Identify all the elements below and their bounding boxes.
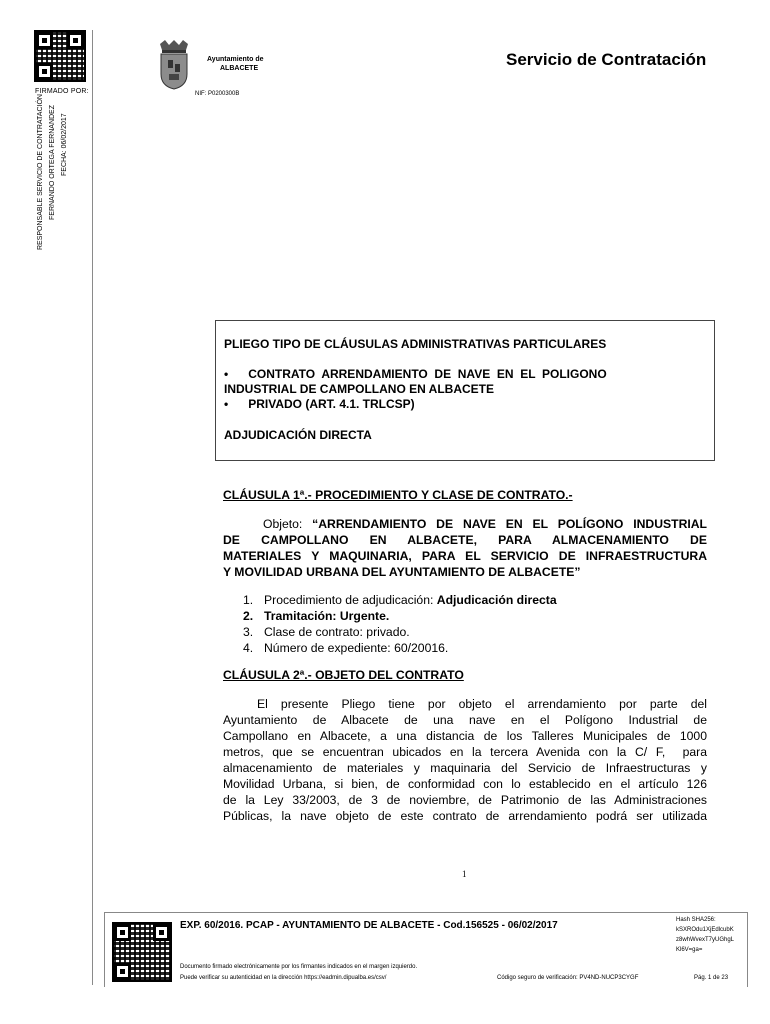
clause-2-paragraph bbox=[223, 696, 707, 824]
footer-title: EXP. 60/2016. PCAP - AYUNTAMIENTO DE ALBACETE - Cod.156525 - 06/02/2017 bbox=[180, 920, 558, 931]
document-title-box bbox=[215, 320, 715, 461]
hash-value: z8whWvexT7yUGhgL bbox=[676, 937, 735, 943]
object-line-3: MATERIALES Y MAQUINARIA, PARA EL SERVICIO DE INFRAESTRUCTURA bbox=[223, 549, 707, 563]
verification-code: Código seguro de verificación: PV4ND-NUCP3CYGF bbox=[497, 975, 639, 981]
signer-name: FERNANDO ORTEGA FERNANDEZ bbox=[49, 105, 56, 220]
contract-nature: • PRIVADO (ART. 4.1. TRLCSP) bbox=[224, 397, 415, 411]
contract-type-line1: • CONTRATO ARRENDAMIENTO DE NAVE EN EL POLIGONO bbox=[224, 367, 607, 381]
hash-value: kSXROdu1XjEdlcubK bbox=[676, 927, 734, 933]
clause-1-list bbox=[243, 592, 703, 656]
signature-qr-code bbox=[34, 30, 86, 82]
signature-date: FECHA: 06/02/2017 bbox=[61, 113, 68, 176]
paragraph-line: Públicas, la nave objeto de este contrato de arrendamiento podrá ser utilizada bbox=[223, 809, 707, 823]
object-line-1: “ARRENDAMIENTO DE NAVE EN EL POLÍGONO INDUSTRIAL bbox=[312, 517, 708, 531]
list-item: 4. Número de expediente: 60/20016. bbox=[243, 641, 449, 655]
signed-notice: Documento firmado electrónicamente por los firmantes indicados en el margen izquierdo. bbox=[180, 964, 418, 970]
clause-2-heading: CLÁUSULA 2ª.- OBJETO DEL CONTRATO bbox=[223, 668, 464, 682]
signer-role: RESPONSABLE SERVICIO DE CONTRATACIÓN bbox=[37, 94, 44, 250]
paragraph-line: Movilidad Urbana, si bien, de conformidad con lo establecido en el artículo 126 bbox=[223, 777, 707, 791]
paragraph-line: metros, que se encuentran ubicados en la tercera Avenida con la C/ F, para bbox=[223, 745, 707, 759]
verify-url-text[interactable]: Puede verificar su autenticidad en la dirección https://eadmin.dipualba.es/csv/ bbox=[180, 975, 387, 981]
organization-name: Ayuntamiento de bbox=[207, 56, 264, 63]
object-line-4: Y MOVILIDAD URBANA DEL AYUNTAMIENTO DE ALBACETE” bbox=[223, 565, 581, 579]
paragraph-line: El presente Pliego tiene por objeto el arrendamiento por parte del bbox=[257, 697, 707, 711]
paragraph-line: almacenamiento de materiales y maquinaria del Servicio de Infraestructuras y bbox=[223, 761, 707, 775]
paragraph-line: Campollano en Albacete, a una distancia de los Talleres Municipales de 1000 bbox=[223, 729, 707, 743]
paragraph-line: Ayuntamiento de Albacete de una nave en el Polígono Industrial de bbox=[223, 713, 707, 727]
page-count: Pág. 1 de 23 bbox=[694, 975, 729, 981]
object-line-2: DE CAMPOLLANO EN ALBACETE, PARA ALMACENAMIENTO DE bbox=[223, 533, 707, 547]
signed-by-label: FIRMADO POR: bbox=[35, 88, 89, 95]
paragraph-line: de la Ley 33/2003, de 3 de noviembre, de Patrimonio de las Administraciones bbox=[223, 793, 707, 807]
hash-value: Kl6V=ga= bbox=[676, 947, 703, 953]
list-item: 3. Clase de contrato: privado. bbox=[243, 625, 410, 639]
coat-of-arms-icon bbox=[157, 40, 191, 90]
hash-label: Hash SHA256: bbox=[676, 917, 716, 923]
clause-1-heading: CLÁUSULA 1ª.- PROCEDIMIENTO Y CLASE DE CONTRATO.- bbox=[223, 488, 573, 502]
object-prefix: Objeto: bbox=[263, 517, 313, 531]
list-item: 2. Tramitación: Urgente. bbox=[243, 609, 390, 623]
margin-line bbox=[92, 30, 93, 985]
award-procedure: ADJUDICACIÓN DIRECTA bbox=[224, 428, 372, 442]
verification-qr-code bbox=[112, 922, 172, 982]
organization-city: ALBACETE bbox=[220, 65, 259, 72]
clause-1-object bbox=[223, 516, 707, 580]
service-title: Servicio de Contratación bbox=[506, 50, 707, 69]
document-title: PLIEGO TIPO DE CLÁUSULAS ADMINISTRATIVAS PARTICULARES bbox=[224, 337, 607, 351]
list-item: 1. Procedimiento de adjudicación: Adjudicación directa bbox=[243, 593, 557, 607]
nif-text: NIF: P0200300B bbox=[195, 91, 240, 97]
page-number: 1 bbox=[462, 869, 467, 879]
contract-type-line2: INDUSTRIAL DE CAMPOLLANO EN ALBACETE bbox=[224, 382, 494, 396]
hash-block bbox=[676, 915, 734, 955]
